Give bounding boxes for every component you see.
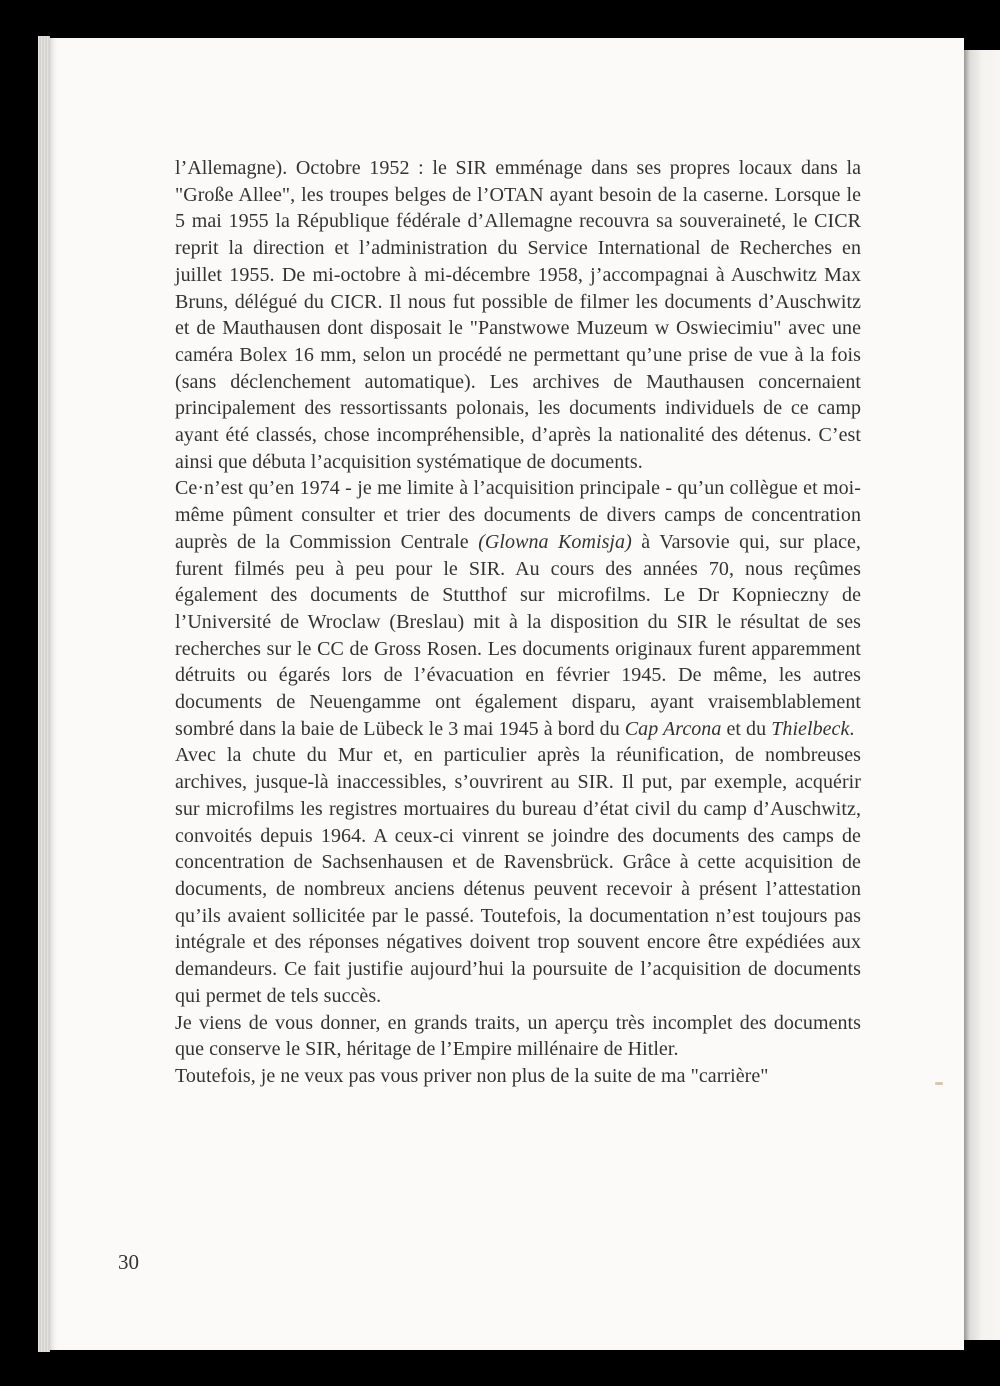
italic-text: Cap Arcona (624, 717, 722, 740)
paragraph (175, 1010, 861, 1063)
body-text (175, 155, 861, 1090)
italic-text: (Glowna Komisja) (478, 530, 632, 553)
page-stack-edge (38, 36, 50, 1352)
text-segment: Avec la chute du Mur et, en particulier après la réunification, de nombreuses archives, jusque-là inaccessibles, s’ouvrirent au SIR. Il put, par exemple, acquérir sur microfilms les registres mortuaires du bureau d’état civil du camp d’Auschwitz, convoités depuis 1964. A ceux-ci vinrent se joindre des documents des camps de concentration de Sachsenhausen et de Ravensbrück. Grâce à cette acquisition de documents, de nombreux anciens détenus peuvent recevoir à présent l’attestation qu’ils avaient sollicitée par le passé. Toutefois, la documentation n’est toujours pas intégrale et des réponses négatives doivent trop souvent encore être expédiées aux demandeurs. Ce fait justifie aujourd’hui la poursuite de l’acquisition de documents qui permet de tels succès. (175, 744, 861, 1007)
facing-page-edge (964, 50, 1000, 1340)
text-segment: Je viens de vous donner, en grands traits, un aperçu très incomplet des documents que conserve le SIR, héritage de l’Empire millénaire de Hitler. (175, 1011, 861, 1061)
paragraph (175, 475, 861, 742)
text-segment: à Varsovie qui, sur place, furent filmés peu à peu pour le SIR. Au cours des années 70, nous reçûmes également des documents de Stutthof sur microfilms. Le Dr Kopnieczny de l’Université de Wroclaw (Breslau) mit à la disposition du SIR le résultat de ses recherches sur le CC de Gross Rosen. Les documents originaux furent apparemment détruits ou égarés lors de l’évacuation en février 1945. De même, les autres documents de Neuengamme ont également disparu, ayant vraisemblablement sombré dans la baie de Lübeck le 3 mai 1945 à bord du (175, 530, 861, 740)
paper-mark (935, 1082, 943, 1085)
page-number: 30 (118, 1250, 139, 1274)
text-segment: et du (721, 717, 772, 740)
italic-text: Thielbeck (771, 717, 850, 740)
paragraph (175, 1063, 861, 1090)
text-segment: . (849, 717, 855, 740)
text-segment: l’Allemagne). Octobre 1952 : le SIR emménage dans ses propres locaux dans la "Große Allee", les troupes belges de l’OTAN ayant besoin de la caserne. Lorsque le 5 mai 1955 la République fédérale d’Allemagne recouvra sa souveraineté, le CICR reprit la direction et l’administration du Service International de Recherches en juillet 1955. De mi-octobre à mi-décembre 1958, j’accompagnai à Auschwitz Max Bruns, délégué du CICR. Il nous fut possible de filmer les documents d’Auschwitz et de Mauthausen dont disposait le "Panstwowe Muzeum w Oswiecimiu" avec une caméra Bolex 16 mm, selon un procédé ne permettant qu’une prise de vue à la fois (sans déclenchement automatique). Les archives de Mauthausen concernaient principalement des ressortissants polonais, les documents individuels de ce camp ayant été classés, chose incompréhensible, d’après la nationalité des détenus. C’est ainsi que débuta l’acquisition systématique de documents. (175, 157, 861, 473)
paragraph (175, 155, 861, 475)
text-segment: Toutefois, je ne veux pas vous priver non plus de la suite de ma "carrière" (175, 1064, 769, 1087)
paragraph (175, 742, 861, 1009)
text-segment: Ce·n’est qu’en 1974 - je me limite à l’acquisition principale - qu’un collègue et moi-même pûment consulter et trier des documents de divers camps de concentration auprès de la Commission Centrale (175, 477, 861, 553)
